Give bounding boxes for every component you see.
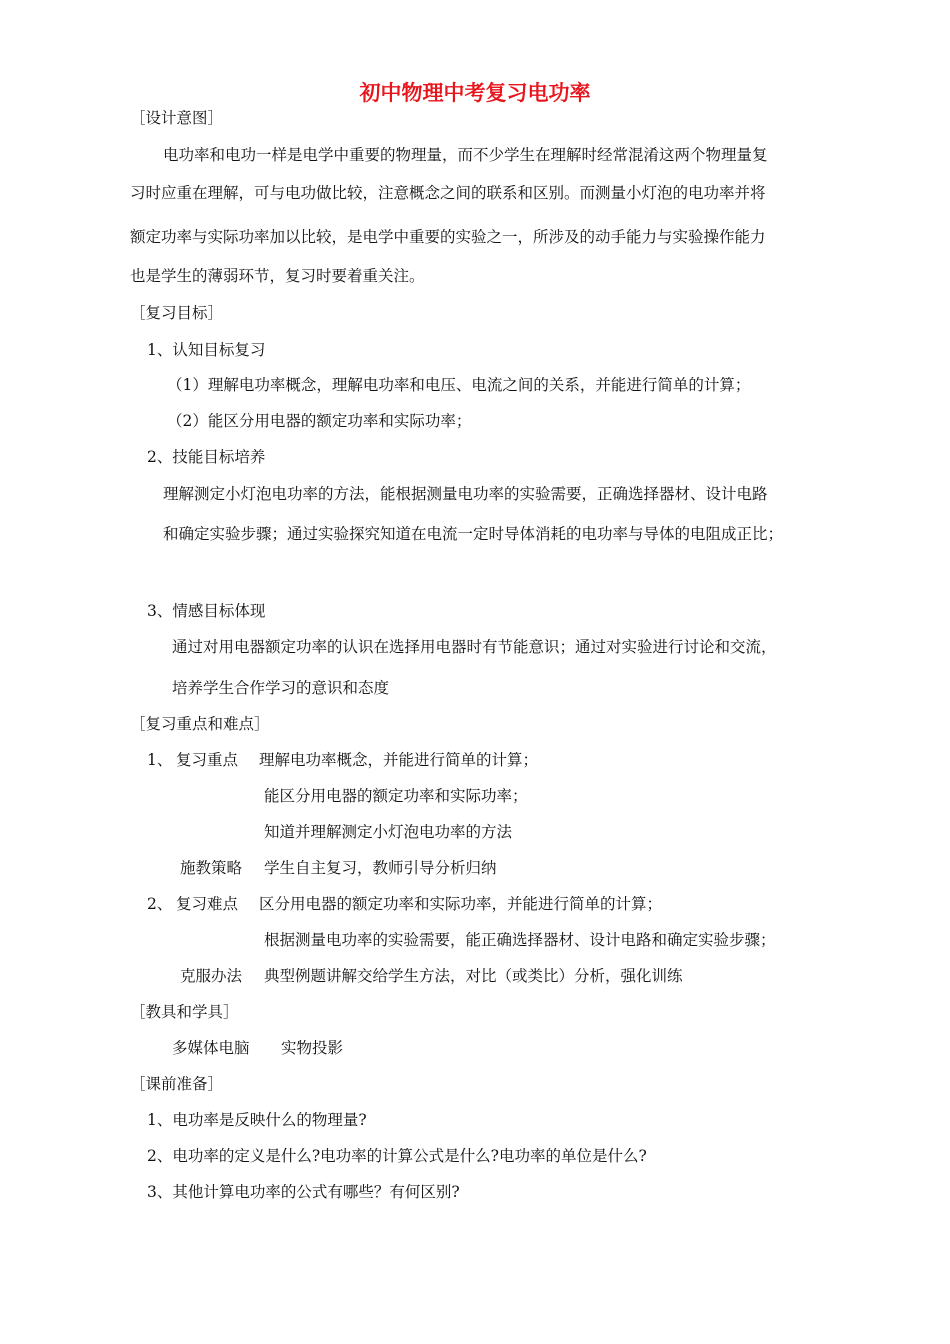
subsection-title: 3、情感目标体现 xyxy=(147,602,266,620)
tool-item: 多媒体电脑 xyxy=(172,1039,250,1057)
paragraph-line: 额定功率与实际功率加以比较，是电学中重要的实验之一，所涉及的动手能力与实验操作能力 xyxy=(130,228,766,246)
item-label: 施教策略 xyxy=(180,859,243,877)
question-item: 3、其他计算电功率的公式有哪些？有何区别? xyxy=(147,1183,460,1201)
paragraph-line: 理解测定小灯泡电功率的方法，能根据测量电功率的实验需要，正确选择器材、设计电路 xyxy=(163,485,768,503)
item-text: 知道并理解测定小灯泡电功率的方法 xyxy=(264,823,513,841)
paragraph-line: 电功率和电功一样是电学中重要的物理量，而不少学生在理解时经常混淆这两个物理量复 xyxy=(163,146,768,164)
item-label: 克服办法 xyxy=(180,967,243,985)
page-title: 初中物理中考复习电功率 xyxy=(359,80,591,105)
paragraph-line: 习时应重在理解，可与电功做比较，注意概念之间的联系和区别。而测量小灯泡的电功率并将 xyxy=(130,184,766,202)
question-item: 2、电功率的定义是什么?电功率的计算公式是什么?电功率的单位是什么? xyxy=(147,1147,647,1165)
paragraph-line: 也是学生的薄弱环节，复习时要着重关注。 xyxy=(130,267,425,285)
item-text: 区分用电器的额定功率和实际功率，并能进行简单的计算； xyxy=(259,895,663,913)
section-heading-preparation: ［课前准备］ xyxy=(130,1075,224,1093)
item-text: 根据测量电功率的实验需要，能正确选择器材、设计电路和确定实验步骤； xyxy=(264,931,776,949)
subsection-title: 1、认知目标复习 xyxy=(147,341,266,359)
section-heading-design-intent: ［设计意图］ xyxy=(130,109,224,127)
item-number: 1、 xyxy=(147,751,173,769)
item-text: 学生自主复习，教师引导分析归纳 xyxy=(264,859,497,877)
item-label: 复习重点 xyxy=(176,751,239,769)
section-heading-key-points: ［复习重点和难点］ xyxy=(130,715,270,733)
section-heading-tools: ［教具和学具］ xyxy=(130,1003,239,1021)
item-number: 2、 xyxy=(147,895,173,913)
list-item: （2）能区分用电器的额定功率和实际功率； xyxy=(167,412,472,430)
list-item: （1）理解电功率概念，理解电功率和电压、电流之间的关系，并能进行简单的计算； xyxy=(167,376,751,394)
subsection-title: 2、技能目标培养 xyxy=(147,448,266,466)
paragraph-line: 和确定实验步骤；通过实验探究知道在电流一定时导体消耗的电功率与导体的电阻成正比； xyxy=(163,525,784,543)
item-text: 能区分用电器的额定功率和实际功率； xyxy=(264,787,528,805)
tool-item: 实物投影 xyxy=(281,1039,344,1057)
question-item: 1、电功率是反映什么的物理量? xyxy=(147,1111,367,1129)
paragraph-line: 通过对用电器额定功率的认识在选择用电器时有节能意识；通过对实验进行讨论和交流， xyxy=(172,638,777,656)
item-text: 理解电功率概念，并能进行简单的计算； xyxy=(259,751,539,769)
section-heading-review-goals: ［复习目标］ xyxy=(130,304,224,322)
item-text: 典型例题讲解交给学生方法，对比（或类比）分析，强化训练 xyxy=(264,967,683,985)
paragraph-line: 培养学生合作学习的意识和态度 xyxy=(172,679,390,697)
item-label: 复习难点 xyxy=(176,895,239,913)
